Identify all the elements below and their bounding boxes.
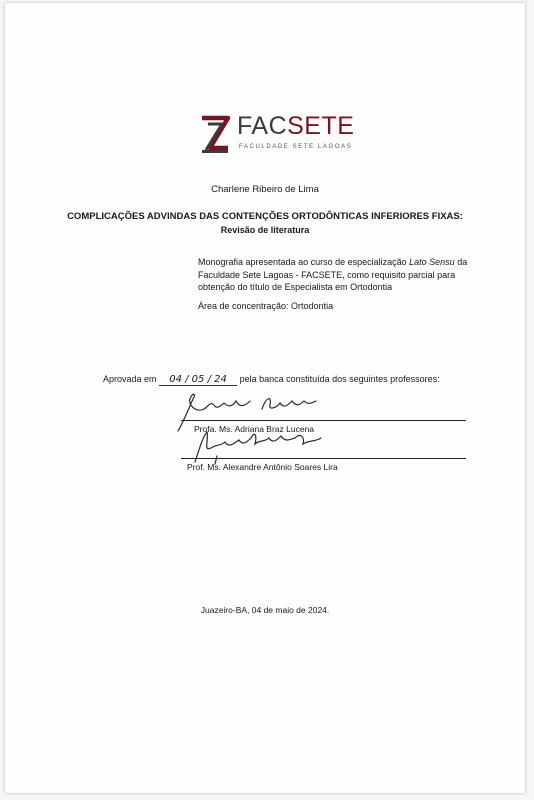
examiner-2-name: Prof. Ms. Alexandre Antônio Soares Lira	[187, 462, 338, 472]
logo-word-fac: FAC	[237, 112, 288, 140]
signature-line-1	[181, 420, 466, 421]
document-sheet	[5, 3, 525, 793]
concentration-area: Área de concentração: Ortodontia	[198, 301, 334, 311]
facsete-logo	[5, 108, 525, 158]
approval-date: 04 / 05 / 24	[159, 374, 237, 386]
description-text-2: da Faculdade Sete Lagoas - FACSETE, como requisito parcial para obtenção do título de Especialista em Ortodontia	[198, 257, 468, 292]
author-name: Charlene Ribeiro de Lima	[211, 184, 319, 195]
approval-label: Aprovada em	[103, 374, 157, 384]
facsete-logo-icon	[198, 112, 232, 154]
city-date: Juazeiro-BA, 04 de maio de 2024.	[200, 605, 330, 615]
signature-line-2	[181, 458, 466, 459]
logo-word-sete: SETE	[287, 112, 355, 140]
document-title: COMPLICAÇÕES ADVINDAS DAS CONTENÇÕES ORTODÔNTICAS INFERIORES FIXAS:	[67, 211, 463, 222]
logo-subtitle: FACULDADE SETE LAGOAS	[239, 144, 353, 150]
description-italic: Lato Sensu	[409, 257, 455, 267]
approval-text: pela banca constituída dos seguintes professores:	[239, 374, 440, 384]
examiner-1-name: Profa. Ms. Adriana Braz Lucena	[194, 424, 315, 434]
approval-statement	[103, 374, 440, 386]
document-subtitle: Revisão de literatura	[220, 225, 310, 235]
logo-wordmark	[237, 112, 354, 141]
description-text-1: Monografia apresentada ao curso de especialização	[198, 257, 410, 267]
monograph-description	[198, 256, 483, 294]
